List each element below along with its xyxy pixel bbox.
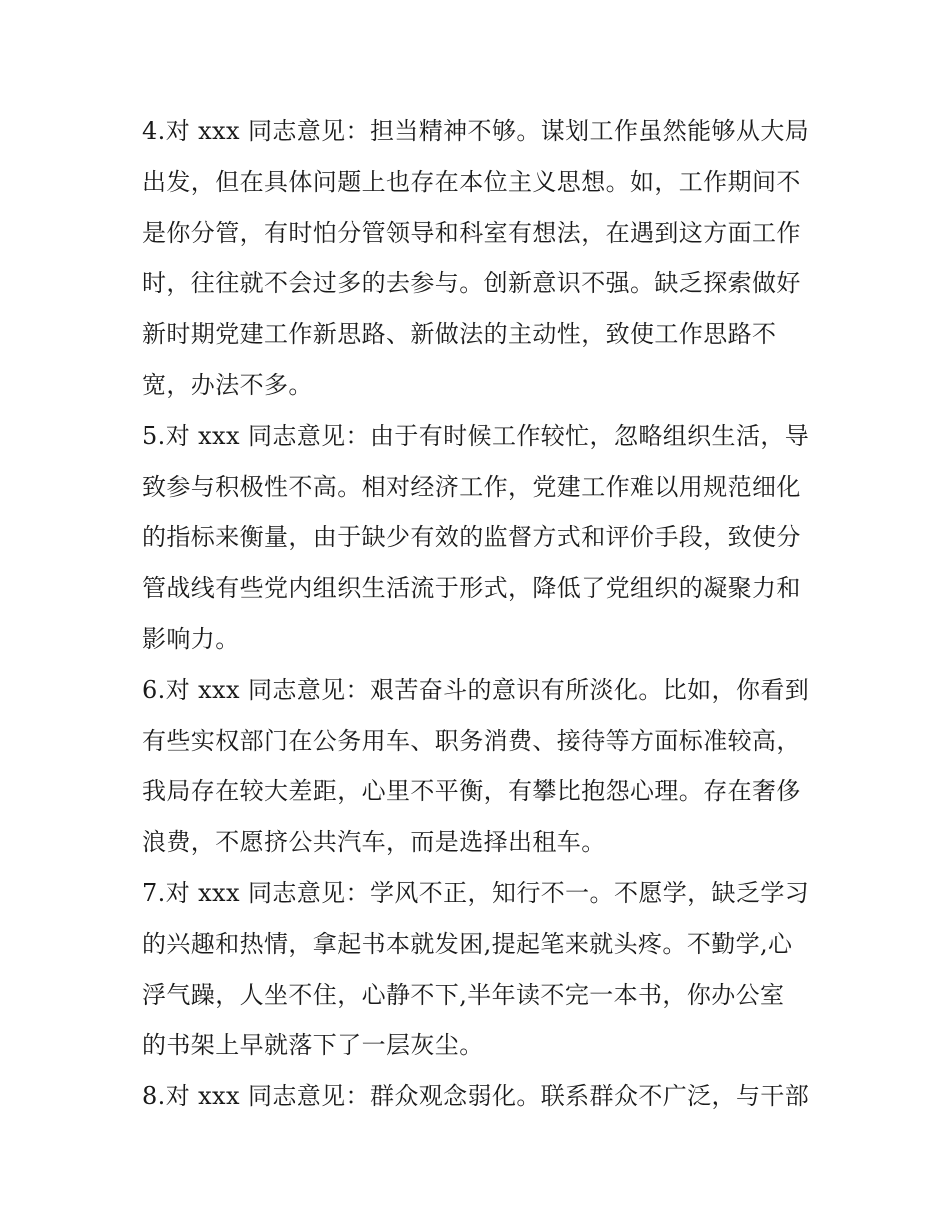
text-line: 管战线有些党内组织生活流于形式，降低了党组织的凝聚力和 [142, 574, 801, 603]
text-line: 5.对 xxx 同志意见：由于有时候工作较忙，忽略组织生活，导 [142, 421, 810, 450]
text-line: 6.对 xxx 同志意见：艰苦奋斗的意识有所淡化。比如，你看到 [142, 675, 810, 704]
text-line: 有些实权部门在公务用车、职务消费、接待等方面标准较高， [142, 726, 801, 755]
text-line: 致参与积极性不高。相对经济工作，党建工作难以用规范细化 [142, 472, 801, 501]
text-line: 时，往往就不会过多的去参与。创新意识不强。缺乏探索做好 [142, 269, 801, 298]
text-line: 浪费，不愿挤公共汽车，而是选择出租车。 [142, 828, 606, 857]
text-line: 出发，但在具体问题上也存在本位主义思想。如，工作期间不 [142, 167, 801, 196]
text-line: 的指标来衡量，由于缺少有效的监督方式和评价手段，致使分 [142, 523, 801, 552]
text-line: 的书架上早就落下了一层灰尘。 [142, 1031, 484, 1060]
text-line: 8.对 xxx 同志意见：群众观念弱化。联系群众不广泛，与干部 [142, 1082, 810, 1111]
text-line: 是你分管，有时怕分管领导和科室有想法，在遇到这方面工作 [142, 218, 801, 247]
text-line: 新时期党建工作新思路、新做法的主动性，致使工作思路不 [142, 320, 777, 349]
text-line: 我局存在较大差距，心里不平衡，有攀比抱怨心理。存在奢侈 [142, 777, 801, 806]
text-line: 浮气躁，人坐不住，心静不下,半年读不完一本书，你办公室 [142, 980, 785, 1009]
text-line: 的兴趣和热情，拿起书本就发困,提起笔来就头疼。不勤学,心 [142, 929, 793, 958]
document-body [142, 106, 822, 1122]
text-line: 4.对 xxx 同志意见：担当精神不够。谋划工作虽然能够从大局 [142, 117, 810, 145]
text-line: 影响力。 [142, 624, 240, 653]
text-line: 7.对 xxx 同志意见：学风不正，知行不一。不愿学，缺乏学习 [142, 878, 810, 907]
text-line: 宽，办法不多。 [142, 370, 313, 399]
